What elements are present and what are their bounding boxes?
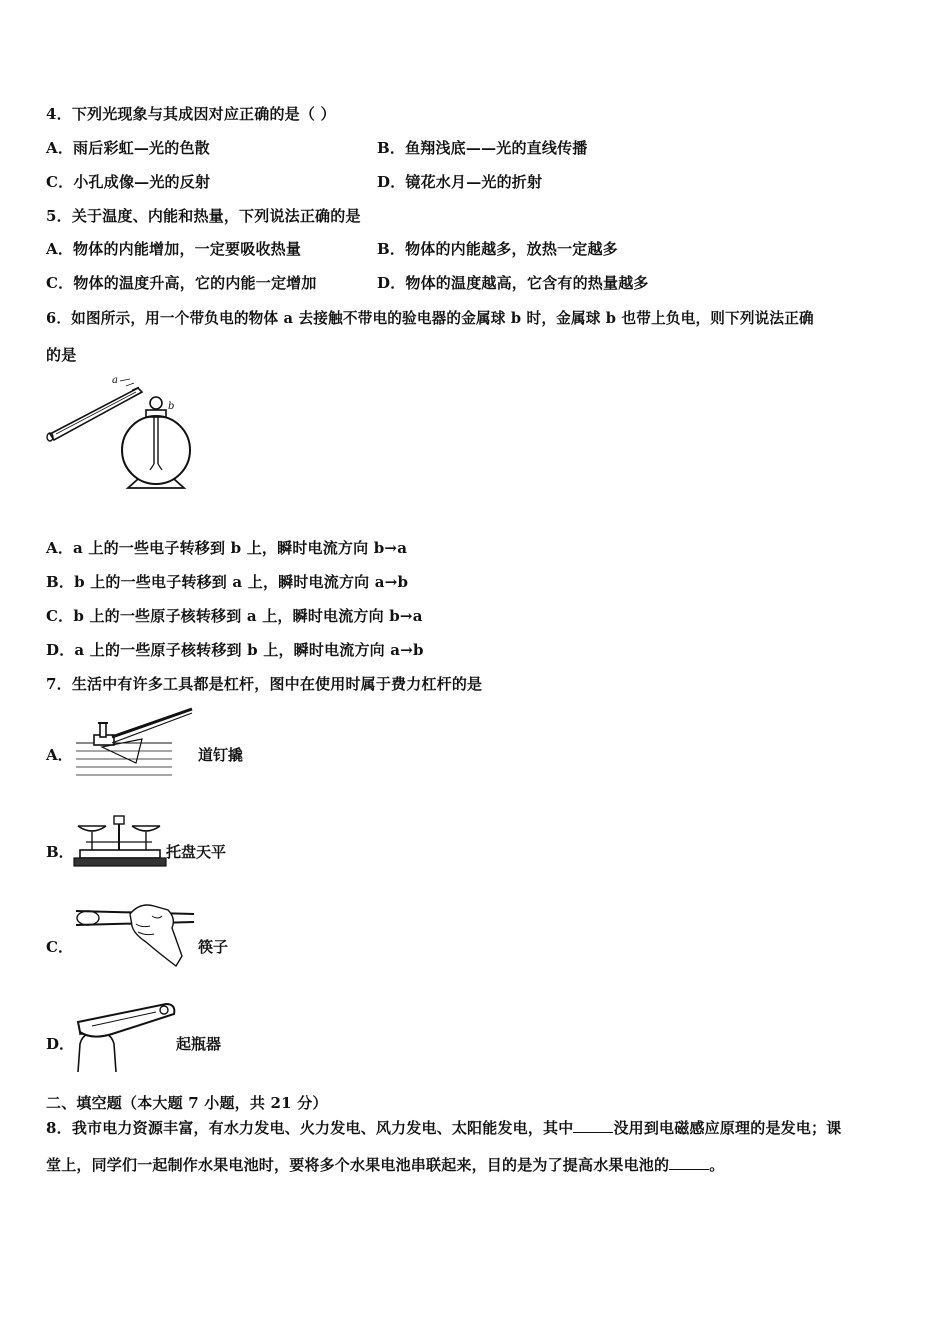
q8-line1-pre: 8．我市电力资源丰富，有水力发电、火力发电、风力发电、太阳能发电，其中 xyxy=(46,1119,574,1137)
q7-option-d-letter: D． xyxy=(46,1035,75,1053)
q4-option-b: B．鱼翔浅底——光的直线传播 xyxy=(377,139,588,157)
section2-heading: 二、填空题（本大题 7 小题，共 21 分） xyxy=(46,1094,328,1112)
q5-options-row2 xyxy=(46,272,906,293)
q7-option-c-name: 筷子 xyxy=(198,938,229,956)
q7-option-c-letter: C． xyxy=(46,938,73,956)
q6-option-c: C．b 上的一些原子核转移到 a 上，瞬时电流方向 b→a xyxy=(46,607,423,625)
q6-option-b: B．b 上的一些电子转移到 a 上，瞬时电流方向 a→b xyxy=(46,573,409,591)
q5-option-c: C．物体的温度升高，它的内能一定增加 xyxy=(46,274,317,292)
tray-balance-icon xyxy=(72,812,168,870)
q8-line2-post: 。 xyxy=(709,1156,725,1174)
q6-stem-line1: 6．如图所示，用一个带负电的物体 a 去接触不带电的验电器的金属球 b 时，金属球 b 也带上负电，则下列说法正确 xyxy=(46,310,814,327)
q4-stem: 4．下列光现象与其成因对应正确的是（ ） xyxy=(46,105,336,123)
electroscope-b xyxy=(122,397,190,488)
label-a: a xyxy=(112,375,118,386)
q7-option-b-name: 托盘天平 xyxy=(166,843,227,861)
q6-option-d: D．a 上的一些原子核转移到 b 上，瞬时电流方向 a→b xyxy=(46,641,424,659)
track-nail-crowbar-icon xyxy=(72,703,198,783)
q6-stem-line2: 的是 xyxy=(46,346,77,364)
q5-stem: 5．关于温度、内能和热量，下列说法正确的是 xyxy=(46,207,361,225)
q6-option-a: A．a 上的一些电子转移到 b 上，瞬时电流方向 b→a xyxy=(46,539,408,557)
q8-line2-pre: 堂上，同学们一起制作水果电池时，要将多个水果电池串联起来，目的是为了提高水果电池的 xyxy=(46,1156,670,1174)
q7-stem: 7．生活中有许多工具都是杠杆，图中在使用时属于费力杠杆的是 xyxy=(46,675,483,693)
q8-blank-2 xyxy=(669,1155,709,1170)
electroscope-figure xyxy=(46,370,196,495)
q8-line1 xyxy=(46,1117,841,1138)
q5-options-row1 xyxy=(46,238,906,259)
q8-blank-1 xyxy=(573,1118,613,1133)
label-b: b xyxy=(168,401,175,412)
q7-option-a-letter: A． xyxy=(46,746,73,764)
q8-line2 xyxy=(46,1154,724,1175)
q4-option-c: C．小孔成像—光的反射 xyxy=(46,173,211,191)
chopsticks-icon xyxy=(72,894,198,970)
q7-option-b-letter: B． xyxy=(46,843,74,861)
bottle-opener-icon xyxy=(72,1000,178,1072)
q5-option-b: B．物体的内能越多，放热一定越多 xyxy=(377,240,618,258)
q5-option-d: D．物体的温度越高，它含有的热量越多 xyxy=(377,274,649,292)
q7-option-d-name: 起瓶器 xyxy=(176,1035,222,1053)
q4-options-row1 xyxy=(46,137,906,158)
q4-options-row2 xyxy=(46,171,906,192)
q4-option-d: D．镜花水月—光的折射 xyxy=(377,173,543,191)
q7-option-a-name: 道钉撬 xyxy=(198,746,244,764)
q8-line1-post: 没用到电磁感应原理的是发电；课 xyxy=(613,1119,842,1137)
q5-option-a: A．物体的内能增加，一定要吸收热量 xyxy=(46,240,302,258)
q4-option-a: A．雨后彩虹—光的色散 xyxy=(46,139,210,157)
